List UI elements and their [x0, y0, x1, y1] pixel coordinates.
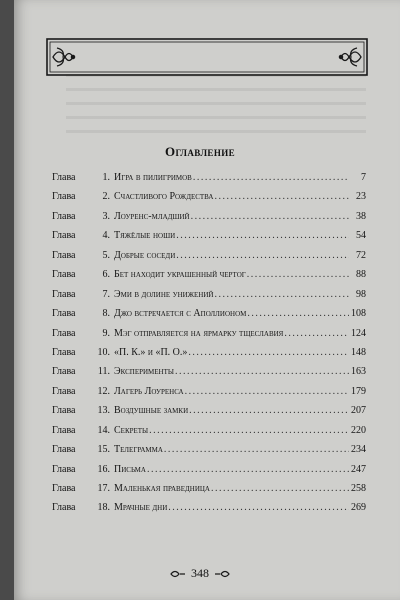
chapter-label: Глава	[52, 463, 76, 475]
chapter-label: Глава	[52, 366, 76, 378]
chapter-label: Глава	[52, 210, 76, 222]
chapter-title: Лагерь Лоуренса	[114, 385, 184, 397]
chapter-number: 12.	[97, 385, 110, 397]
page-ref: 88	[356, 269, 366, 281]
chapter-title: Секреты	[114, 424, 149, 436]
chapter-label: Глава	[52, 502, 76, 514]
chapter-title: Игра в пилигримов	[114, 172, 192, 183]
chapter-number: 10.	[97, 346, 110, 358]
chapter-label: Глава	[52, 444, 76, 456]
page-ref: 220	[351, 424, 366, 436]
chapter-number: 11.	[97, 366, 110, 378]
chapter-title: Эксперименты	[114, 366, 174, 378]
page-ref: 148	[351, 346, 366, 358]
chapter-label: Глава	[52, 172, 76, 183]
chapter-label: Глава	[52, 269, 76, 281]
page-ref: 234	[351, 444, 366, 456]
chapter-title: Эми в долине унижений	[114, 288, 214, 300]
dot-leader	[168, 502, 349, 513]
dot-leader	[247, 308, 349, 319]
dot-leader	[149, 425, 349, 436]
toc-row	[52, 250, 366, 269]
dot-leader	[193, 172, 349, 183]
chapter-title: Тяжёлые ноши	[114, 230, 176, 242]
chapter-label: Глава	[52, 249, 76, 261]
page-ref: 179	[351, 385, 366, 397]
chapter-label: Глава	[52, 327, 76, 339]
dot-leader	[191, 211, 349, 222]
dot-leader	[188, 347, 349, 358]
bleed-through-text	[66, 74, 366, 134]
dot-leader	[214, 191, 349, 202]
toc-row	[52, 483, 366, 502]
page-ref: 23	[356, 191, 366, 203]
page-ref: 108	[351, 308, 366, 320]
toc-row	[52, 269, 366, 288]
page-ref: 269	[351, 502, 366, 514]
toc-row	[52, 444, 366, 463]
chapter-number: 2.	[102, 191, 110, 203]
right-flourish-icon	[339, 48, 361, 66]
chapter-title: Джо встречается с Аполлионом	[114, 308, 247, 320]
chapter-number: 1.	[102, 172, 110, 183]
dot-leader	[175, 366, 349, 377]
toc-row	[52, 308, 366, 327]
toc-heading: Оглавление	[164, 144, 236, 159]
toc-row	[52, 502, 366, 521]
chapter-label: Глава	[52, 424, 76, 436]
toc-row	[52, 425, 366, 444]
chapter-number: 15.	[97, 444, 110, 456]
chapter-number: 18.	[97, 502, 110, 514]
toc-row	[52, 172, 366, 191]
page-ref: 38	[356, 210, 366, 222]
chapter-title: Бет находит украшенный чертог	[114, 269, 246, 281]
dot-leader	[214, 289, 349, 300]
chapter-label: Глава	[52, 191, 76, 203]
chapter-number: 3.	[102, 210, 110, 222]
chapter-label: Глава	[52, 483, 76, 494]
dot-leader	[211, 483, 349, 494]
chapter-title: Добрые соседи	[114, 249, 176, 261]
chapter-number: 4.	[102, 230, 110, 242]
chapter-number: 14.	[97, 424, 110, 436]
toc-row	[52, 191, 366, 210]
dot-leader	[147, 464, 349, 475]
toc-row	[52, 289, 366, 308]
table-of-contents	[52, 172, 366, 522]
chapter-label: Глава	[52, 346, 76, 358]
chapter-label: Глава	[52, 308, 76, 320]
dot-leader	[164, 444, 349, 455]
ornamental-header-frame	[46, 38, 368, 76]
chapter-label: Глава	[52, 230, 76, 242]
page-ref: 54	[356, 230, 366, 242]
chapter-number: 5.	[102, 249, 110, 261]
chapter-number: 16.	[97, 463, 110, 475]
dot-leader	[176, 250, 349, 261]
page-ref: 124	[351, 327, 366, 339]
page-ref: 258	[351, 483, 366, 494]
page-ref: 247	[351, 463, 366, 475]
chapter-label: Глава	[52, 385, 76, 397]
toc-row	[52, 230, 366, 249]
chapter-title: Воздушные замки	[114, 405, 189, 417]
page-footer	[0, 566, 400, 581]
left-flourish-icon	[53, 48, 75, 66]
chapter-title: Мрачные дни	[114, 502, 168, 514]
page-ref: 207	[351, 405, 366, 417]
toc-row	[52, 211, 366, 230]
chapter-label: Глава	[52, 405, 76, 417]
chapter-title: Маленькая праведница	[114, 483, 210, 494]
page-ref: 72	[356, 249, 366, 261]
page-ref: 98	[356, 288, 366, 300]
chapter-title: Письма	[114, 463, 146, 475]
right-ornament-icon	[214, 569, 230, 579]
chapter-number: 9.	[102, 327, 110, 339]
chapter-label: Глава	[52, 288, 76, 300]
chapter-title: Лоуренс-младший	[114, 210, 190, 222]
toc-row	[52, 366, 366, 385]
dot-leader	[247, 269, 349, 280]
left-ornament-icon	[170, 569, 186, 579]
page-number: 348	[191, 566, 209, 580]
chapter-number: 17.	[97, 483, 110, 494]
toc-row	[52, 464, 366, 483]
page-ref: 163	[351, 366, 366, 378]
chapter-number: 6.	[102, 269, 110, 281]
chapter-title: «П. К.» и «П. О.»	[114, 346, 188, 358]
dot-leader	[284, 328, 349, 339]
chapter-title: Счастливого Рождества	[114, 191, 214, 203]
chapter-number: 13.	[97, 405, 110, 417]
chapter-number: 8.	[102, 308, 110, 320]
dot-leader	[189, 405, 349, 416]
chapter-number: 7.	[102, 288, 110, 300]
page-ref: 7	[361, 172, 366, 183]
dot-leader	[185, 386, 349, 397]
chapter-title: Мэг отправляется на ярмарку тщеславия	[114, 327, 284, 339]
chapter-title: Телеграмма	[114, 444, 163, 456]
toc-row	[52, 386, 366, 405]
toc-row	[52, 405, 366, 424]
dot-leader	[176, 230, 349, 241]
toc-row	[52, 347, 366, 366]
toc-row	[52, 328, 366, 347]
